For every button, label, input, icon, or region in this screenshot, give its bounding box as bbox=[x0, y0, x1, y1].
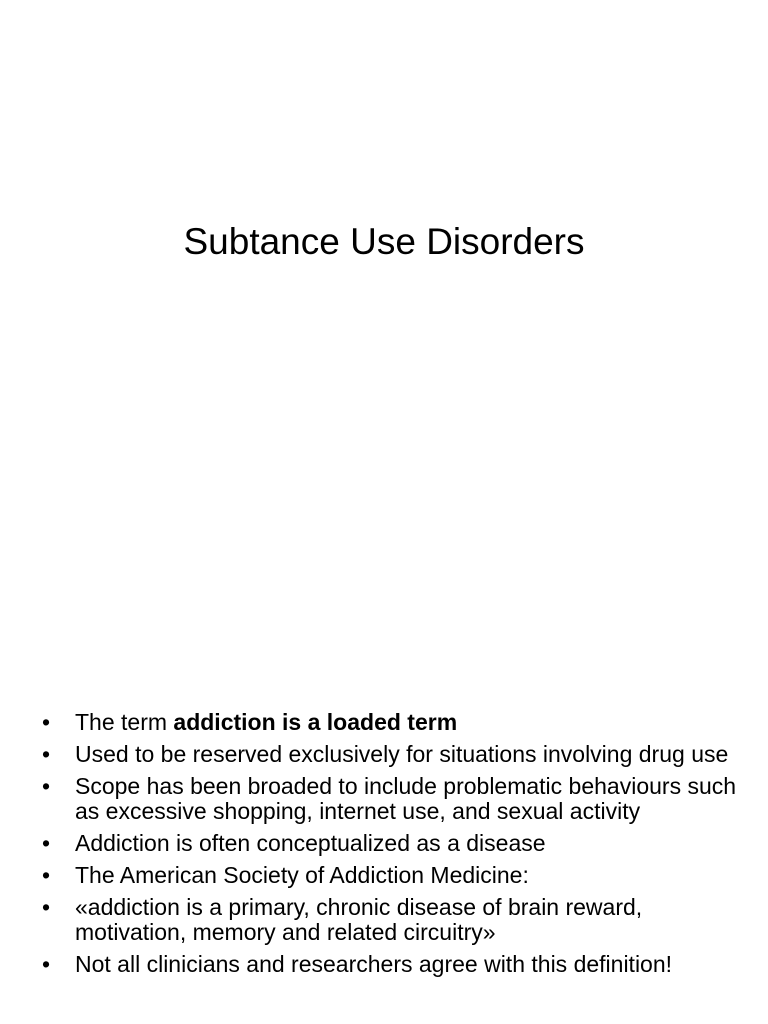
bullet-text-bold: addiction is a loaded term bbox=[173, 709, 458, 735]
bullet-icon: • bbox=[42, 894, 51, 920]
bullet-text: Used to be reserved exclusively for situations involving drug use bbox=[75, 741, 729, 767]
bullet-text: «addiction is a primary, chronic disease of brain reward, motivation, memory and related circuitry» bbox=[75, 894, 643, 945]
bullet-item-addiction-term bbox=[40, 710, 740, 735]
slide-title: Subtance Use Disorders bbox=[183, 221, 585, 262]
bullet-item-disagreement bbox=[40, 952, 740, 977]
bullet-text: The American Society of Addiction Medicine: bbox=[75, 862, 529, 888]
bullet-item-asam bbox=[40, 863, 740, 888]
bullet-text: Scope has been broaded to include problematic behaviours such as excessive shopping, internet use, and sexual activity bbox=[75, 773, 737, 824]
bullet-text: Not all clinicians and researchers agree with this definition! bbox=[75, 951, 673, 977]
bullet-item-drug-use bbox=[40, 742, 740, 767]
bullet-icon: • bbox=[42, 709, 51, 735]
bullet-icon: • bbox=[42, 830, 51, 856]
bullet-icon: • bbox=[42, 862, 51, 888]
bullet-item-scope bbox=[40, 774, 740, 824]
bullet-item-definition bbox=[40, 895, 740, 945]
bullet-icon: • bbox=[42, 773, 51, 799]
bullet-text: Addiction is often conceptualized as a disease bbox=[75, 830, 546, 856]
bullet-icon: • bbox=[42, 741, 51, 767]
bullet-list bbox=[40, 710, 740, 984]
bullet-item-disease bbox=[40, 831, 740, 856]
bullet-icon: • bbox=[42, 951, 51, 977]
bullet-text: The term bbox=[75, 709, 174, 735]
